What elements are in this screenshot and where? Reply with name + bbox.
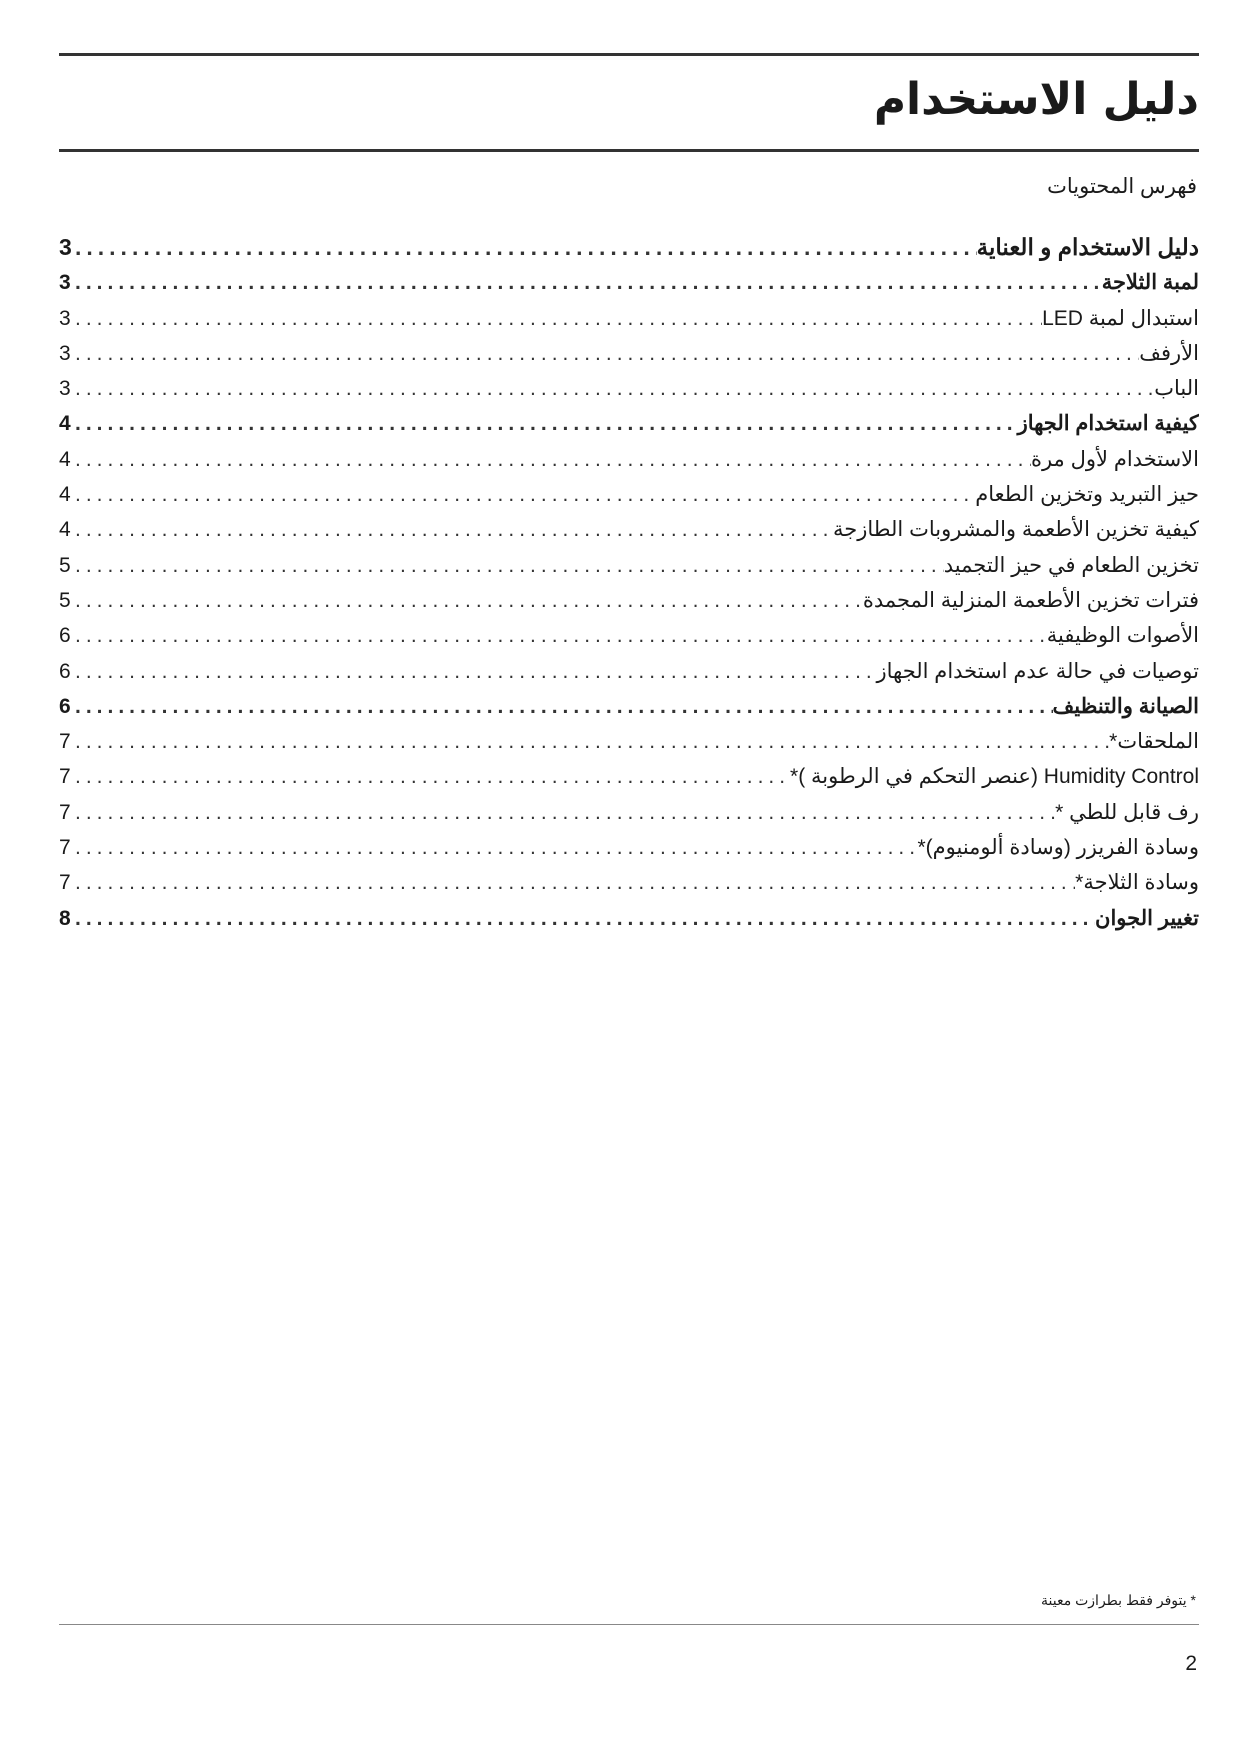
toc-entry-title: وسادة الفريزر (وسادة ألومنيوم)* (917, 836, 1199, 860)
toc-entry-page: 3 (59, 341, 71, 365)
toc-dot-leader (75, 548, 944, 583)
table-of-contents (59, 230, 1199, 936)
toc-entry[interactable] (59, 230, 1199, 265)
toc-entry[interactable] (59, 265, 1199, 300)
toc-dot-leader (75, 406, 1018, 441)
toc-entry-title: كيفية استخدام الجهاز (1017, 412, 1199, 436)
toc-dot-leader (75, 583, 863, 618)
toc-entry[interactable] (59, 901, 1199, 936)
toc-entry-title: رف قابل للطي * (1055, 800, 1199, 824)
toc-entry-page: 6 (59, 659, 71, 683)
toc-dot-leader (75, 336, 1139, 371)
toc-entry-title: الملحقات* (1109, 730, 1199, 754)
toc-dot-leader (75, 618, 1047, 653)
toc-entry-page: 7 (59, 730, 71, 754)
toc-entry-title: دليل الاستخدام و العناية (976, 234, 1199, 260)
toc-entry-page: 5 (59, 553, 71, 577)
toc-entry[interactable] (59, 830, 1199, 865)
toc-entry-page: 8 (59, 906, 71, 930)
toc-dot-leader (75, 724, 1109, 759)
toc-entry[interactable] (59, 336, 1199, 371)
toc-dot-leader (75, 477, 975, 512)
toc-entry-title: الباب (1154, 377, 1199, 401)
toc-entry-title: توصيات في حالة عدم استخدام الجهاز (876, 659, 1199, 683)
toc-entry-page: 3 (59, 234, 72, 260)
toc-dot-leader (75, 301, 1042, 336)
toc-entry-page: 4 (59, 483, 71, 507)
toc-entry-page: 4 (59, 412, 71, 436)
page-title: دليل الاستخدام (873, 74, 1199, 125)
toc-entry-page: 7 (59, 765, 71, 789)
toc-entry[interactable] (59, 795, 1199, 830)
toc-dot-leader (75, 371, 1154, 406)
toc-entry-page: 7 (59, 871, 71, 895)
toc-dot-leader (75, 512, 833, 547)
toc-entry-title: الأصوات الوظيفية (1046, 624, 1199, 648)
toc-entry-title: الأرفف (1139, 341, 1199, 365)
toc-entry[interactable] (59, 406, 1199, 441)
toc-dot-leader (75, 795, 1055, 830)
toc-entry-page: 6 (59, 694, 71, 718)
footer-rule (59, 1624, 1199, 1625)
toc-entry-title: لمبة الثلاجة (1101, 271, 1199, 295)
toc-entry-title: فترات تخزين الأطعمة المنزلية المجمدة (862, 588, 1199, 612)
toc-entry-page: 4 (59, 447, 71, 471)
page-number: 2 (1185, 1652, 1197, 1675)
toc-entry-page: 7 (59, 800, 71, 824)
toc-entry-page: 6 (59, 624, 71, 648)
toc-entry-title: الاستخدام لأول مرة (1030, 447, 1199, 471)
footnote: * يتوفر فقط بطرازت معينة (1041, 1592, 1196, 1608)
toc-entry-page: 4 (59, 518, 71, 542)
toc-entry-title: الصيانة والتنظيف (1052, 694, 1199, 718)
toc-entry-title: استبدال لمبة LED (1042, 306, 1199, 330)
toc-heading: فهرس المحتويات (1047, 175, 1197, 198)
toc-entry[interactable] (59, 759, 1199, 794)
toc-entry[interactable] (59, 371, 1199, 406)
toc-entry[interactable] (59, 512, 1199, 547)
toc-entry-page: 7 (59, 836, 71, 860)
toc-dot-leader (75, 901, 1095, 936)
toc-entry[interactable] (59, 442, 1199, 477)
toc-entry-page: 3 (59, 271, 71, 295)
toc-entry-title: كيفية تخزين الأطعمة والمشروبات الطازجة (833, 518, 1199, 542)
toc-dot-leader (75, 265, 1102, 300)
toc-entry-title: Humidity Control (عنصر التحكم في الرطوبة )* (790, 765, 1199, 789)
toc-entry[interactable] (59, 618, 1199, 653)
toc-dot-leader (75, 654, 876, 689)
toc-entry-page: 5 (59, 588, 71, 612)
toc-entry-page: 3 (59, 306, 71, 330)
toc-entry-title: وسادة الثلاجة* (1075, 871, 1199, 895)
toc-entry-title: تغيير الجوان (1095, 906, 1199, 930)
toc-dot-leader (75, 830, 917, 865)
toc-dot-leader (75, 759, 790, 794)
toc-entry-title: حيز التبريد وتخزين الطعام (975, 483, 1199, 507)
toc-entry[interactable] (59, 689, 1199, 724)
toc-dot-leader (75, 230, 977, 265)
toc-dot-leader (75, 689, 1053, 724)
toc-entry[interactable] (59, 548, 1199, 583)
toc-entry[interactable] (59, 654, 1199, 689)
toc-entry[interactable] (59, 301, 1199, 336)
toc-dot-leader (75, 865, 1075, 900)
toc-entry-page: 3 (59, 377, 71, 401)
header-top-rule (59, 53, 1199, 56)
toc-entry[interactable] (59, 583, 1199, 618)
toc-entry-title: تخزين الطعام في حيز التجميد (943, 553, 1199, 577)
toc-entry[interactable] (59, 865, 1199, 900)
toc-entry[interactable] (59, 477, 1199, 512)
toc-entry[interactable] (59, 724, 1199, 759)
header-bottom-rule (59, 149, 1199, 152)
toc-dot-leader (75, 442, 1031, 477)
